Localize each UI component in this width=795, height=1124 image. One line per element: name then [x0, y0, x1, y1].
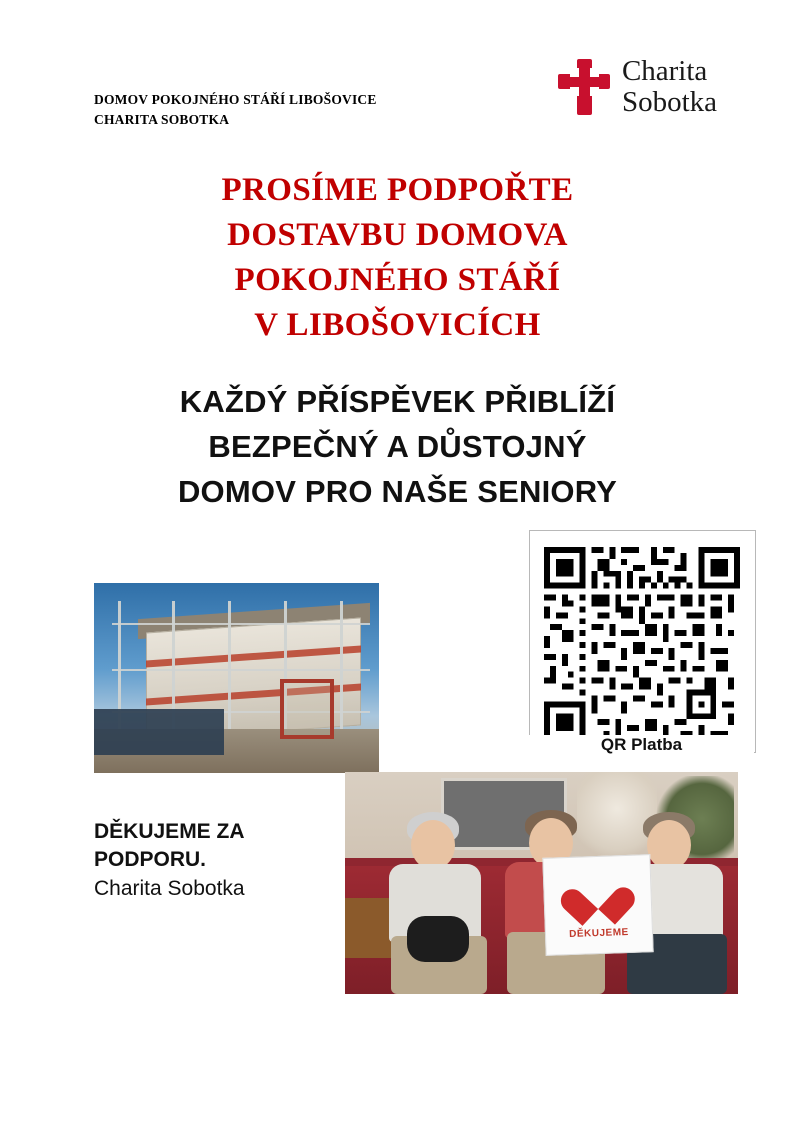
logo-line-1: Charita: [621, 55, 708, 87]
thank-you-sign-text: DĚKUJEME: [569, 926, 629, 941]
cat: [407, 916, 469, 962]
thanks-line-1: DĚKUJEME ZA: [94, 820, 245, 843]
thank-you-sign: [542, 854, 653, 956]
construction-photo: [94, 583, 379, 773]
person-left: [377, 808, 497, 994]
headline-appeal-line-1: PROSÍME PODPOŘTE: [221, 172, 574, 208]
logo-line-2: Sobotka: [621, 86, 717, 119]
thanks-line-3: Charita Sobotka: [94, 876, 245, 900]
thanks-line-2: PODPORU.: [94, 848, 207, 872]
qr-code-icon[interactable]: [544, 547, 740, 743]
headline-message-line-1: KAŽDÝ PŘÍSPĚVEK PŘIBLÍŽÍ: [179, 384, 616, 419]
qr-payment-box: [529, 530, 756, 753]
headline-message: [0, 380, 795, 515]
logo-wordmark: [622, 56, 717, 119]
headline-appeal: [0, 168, 795, 348]
thanks-text: [94, 818, 344, 903]
heart-icon: [574, 872, 621, 916]
organisation-heading: [94, 90, 514, 129]
charita-cross-icon: [558, 59, 610, 115]
org-line-1: DOMOV POKOJNÉHO STÁŘÍ LIBOŠOVICE: [94, 92, 377, 107]
qr-payment-label: QR Platba: [529, 735, 754, 755]
headline-appeal-line-4: V LIBOŠOVICÍCH: [254, 306, 541, 343]
headline-message-line-2: BEZPEČNÝ A DŮSTOJNÝ: [208, 428, 587, 464]
org-line-2: CHARITA SOBOTKA: [94, 111, 230, 127]
headline-appeal-line-3: POKOJNÉHO STÁŘÍ: [234, 261, 561, 298]
charita-logo: [558, 56, 717, 119]
headline-appeal-line-2: DOSTAVBU DOMOVA: [227, 216, 568, 253]
seniors-photo: [345, 772, 738, 994]
headline-message-line-3: DOMOV PRO NAŠE SENIORY: [177, 473, 618, 509]
